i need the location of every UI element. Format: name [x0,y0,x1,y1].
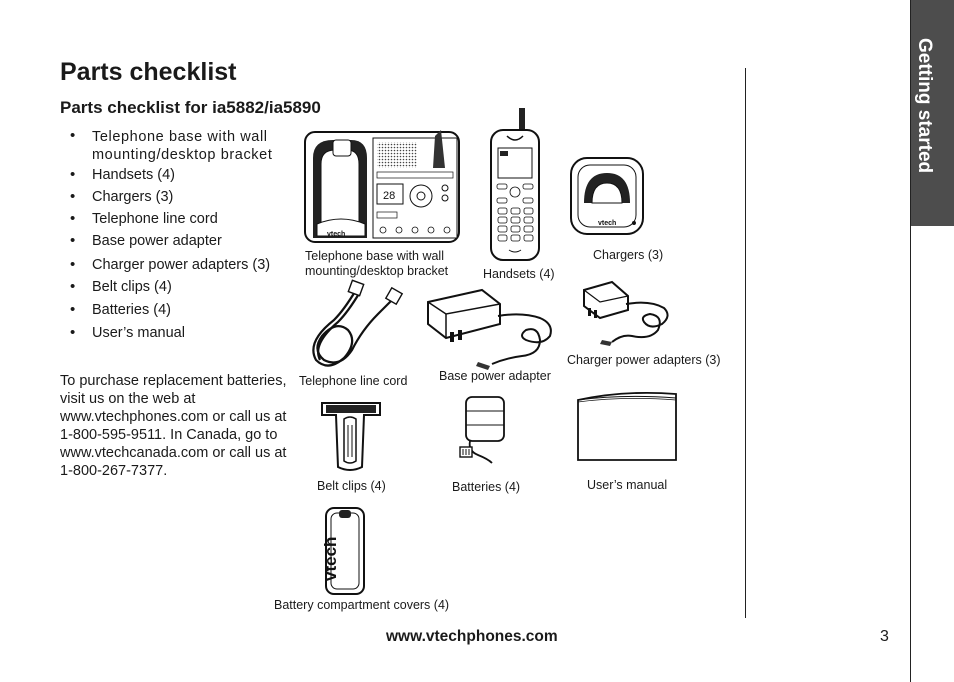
charger-adapter-image [578,280,672,352]
caption-belt-clips: Belt clips (4) [317,479,386,493]
page-title: Parts checklist [60,58,237,86]
battery-cover-image [323,505,367,597]
battery-image [458,393,508,465]
column-divider [745,68,746,618]
manual-image [574,390,680,464]
list-item: • Handsets (4) [60,167,286,189]
list-item: • Telephone line cord [60,211,286,233]
section-subtitle: Parts checklist for ia5882/ia5890 [60,98,321,117]
brand-label: vtech [321,536,340,581]
brand-label: vtech [598,220,617,227]
brand-label: vtech [327,231,346,238]
caption-base: Telephone base with wall mounting/desktop bracket [305,249,449,278]
telephone-base-image [303,128,463,248]
handset-image [485,106,545,264]
caption-handsets: Handsets (4) [483,267,555,281]
list-item: • User’s manual [60,325,286,347]
footer-url: www.vtechphones.com [386,628,558,645]
caption-batteries: Batteries (4) [452,480,521,494]
caption-charger-adapters: Charger power adapters (3) [567,353,721,367]
belt-clip-image [318,397,384,473]
side-tab-label: Getting started [914,38,935,174]
caption-covers: Battery compartment covers (4) [274,598,450,612]
base-adapter-image [422,284,556,372]
caption-manual: User’s manual [587,478,668,492]
caption-line-cord: Telephone line cord [299,374,408,388]
list-item: • Base power adapter [60,233,286,257]
base-display-digits: 28 [383,190,396,202]
list-item: • Telephone base with wall mounting/desktop bracket [60,128,286,164]
page-number: 3 [880,628,889,645]
charger-image [568,155,648,237]
line-cord-image [300,280,404,372]
list-item: • Charger power adapters (3) [60,257,286,279]
purchase-note: To purchase replacement batteries, visit us on the web at www.vtechphones.com or call us at 1-800-595-9511. In Canada, go to www.vtechcanada.com or call us at 1-800-267-7377. [60,373,287,479]
list-item: • Batteries (4) [60,302,286,325]
caption-chargers: Chargers (3) [593,248,664,262]
list-item: • Belt clips (4) [60,279,286,302]
caption-base-adapter: Base power adapter [439,369,551,383]
parts-list [60,128,286,347]
list-item: • Chargers (3) [60,189,286,211]
